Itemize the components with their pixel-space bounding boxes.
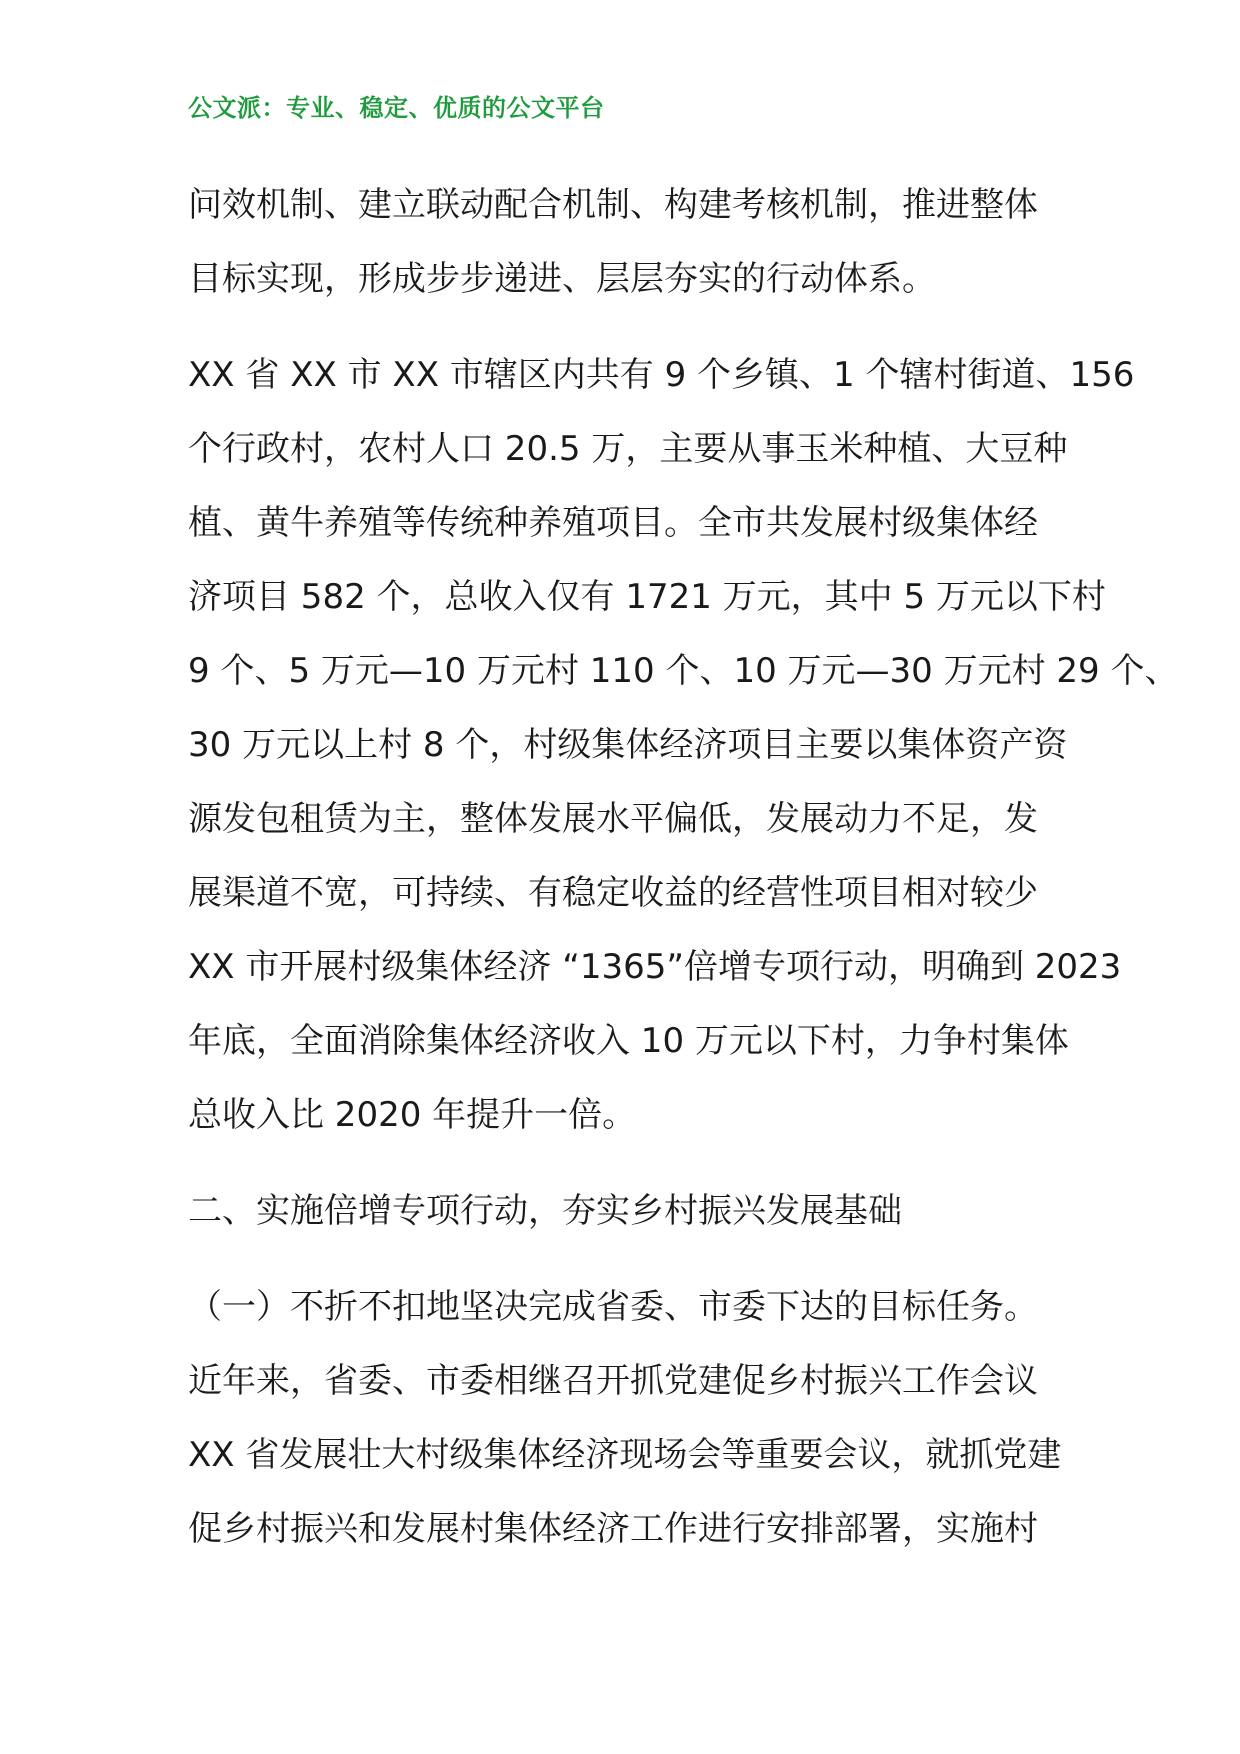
heading-line: 二、实施倍增专项行动，夯实乡村振兴发展基础 [188,1191,902,1231]
text-line: 展渠道不宽，可持续、有稳定收益的经营性项目相对较少 [188,873,1038,913]
text-line: 目标实现，形成步步递进、层层夯实的行动体系。 [188,259,936,299]
text-line: 近年来，省委、市委相继召开抓党建促乡村振兴工作会议 [188,1361,1038,1401]
text-line: 济项目 582 个，总收入仅有 1721 万元，其中 5 万元以下村 [188,577,1106,617]
paragraph-intro-continuation [188,168,1068,316]
text-line: 9 个、5 万元—10 万元村 110 个、10 万元—30 万元村 29 个、 [188,651,1179,691]
text-line: 总收入比 2020 年提升一倍。 [188,1095,637,1135]
text-line: 促乡村振兴和发展村集体经济工作进行安排部署，实施村 [188,1509,1038,1549]
text-line: 问效机制、建立联动配合机制、构建考核机制，推进整体 [188,185,1038,225]
text-line: XX 省发展壮大村级集体经济现场会等重要会议，就抓党建 [188,1435,1062,1475]
text-line: XX 省 XX 市 XX 市辖区内共有 9 个乡镇、1 个辖村街道、156 [188,355,1135,395]
section-heading [188,1174,1068,1248]
text-line: 年底，全面消除集体经济收入 10 万元以下村，力争村集体 [188,1021,1069,1061]
text-line: 源发包租赁为主，整体发展水平偏低，发展动力不足，发 [188,799,1038,839]
text-line: XX 市开展村级集体经济 “1365”倍增专项行动，明确到 2023 [188,947,1122,987]
text-line: （一）不折不扣地坚决完成省委、市委下达的目标任务。 [188,1287,1038,1327]
text-line: 30 万元以上村 8 个，村级集体经济项目主要以集体资产资 [188,725,1068,765]
site-header-title: 公文派：专业、稳定、优质的公文平台 [188,93,605,122]
paragraph-overview [188,338,1179,1152]
paragraph-subsection-one [188,1270,1068,1566]
document-body [188,168,1179,1588]
text-line: 植、黄牛养殖等传统种养殖项目。全市共发展村级集体经 [188,503,1038,543]
text-line: 个行政村，农村人口 20.5 万，主要从事玉米种植、大豆种 [188,429,1068,469]
